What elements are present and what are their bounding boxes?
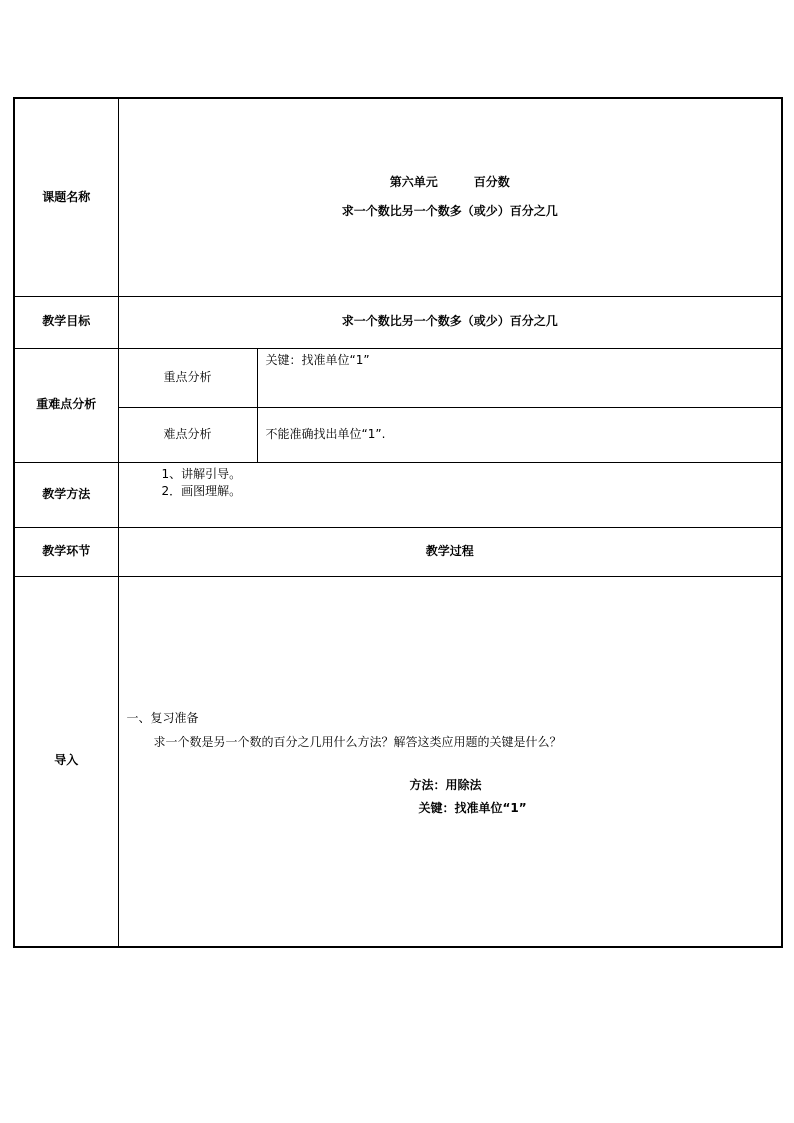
method-label: 教学方法 [14, 462, 118, 527]
course-title-cell [118, 98, 782, 296]
method-item: 2．画图理解。 [161, 483, 242, 498]
lesson-subtitle: 求一个数比另一个数多（或少）百分之几 [341, 204, 558, 219]
intro-content [118, 576, 782, 947]
intro-key-line: 关键：找准单位“1” [418, 800, 527, 815]
course-title-label: 课题名称 [14, 98, 118, 296]
difficulty-label: 难点分析 [118, 407, 257, 462]
intro-row [14, 576, 782, 947]
intro-heading: 一、复习准备 [126, 710, 199, 725]
stage-header-label: 教学环节 [14, 527, 118, 576]
method-list [118, 462, 782, 527]
difficulty-row [14, 407, 782, 462]
objective-text: 求一个数比另一个数多（或少）百分之几 [118, 296, 782, 348]
intro-method-line: 方法：用除法 [409, 777, 482, 792]
stage-header-row [14, 527, 782, 576]
difficulty-text: 不能准确找出单位“1”. [257, 407, 782, 462]
lesson-plan-table [13, 97, 783, 948]
objective-row [14, 296, 782, 348]
intro-label: 导入 [14, 576, 118, 947]
key-points-label: 重难点分析 [14, 348, 118, 462]
key-point-label: 重点分析 [118, 348, 257, 407]
unit-name: 第六单元 [389, 174, 438, 189]
process-header: 教学过程 [118, 527, 782, 576]
course-title-row [14, 98, 782, 296]
method-row [14, 462, 782, 527]
objective-label: 教学目标 [14, 296, 118, 348]
key-point-row [14, 348, 782, 407]
method-item: 1、讲解引导。 [161, 466, 242, 481]
key-point-text: 关键：找准单位“1” [257, 348, 782, 407]
intro-question: 求一个数是另一个数的百分之几用什么方法？解答这类应用题的关键是什么？ [153, 734, 562, 749]
unit-title-line [119, 174, 782, 191]
unit-topic: 百分数 [473, 174, 510, 189]
